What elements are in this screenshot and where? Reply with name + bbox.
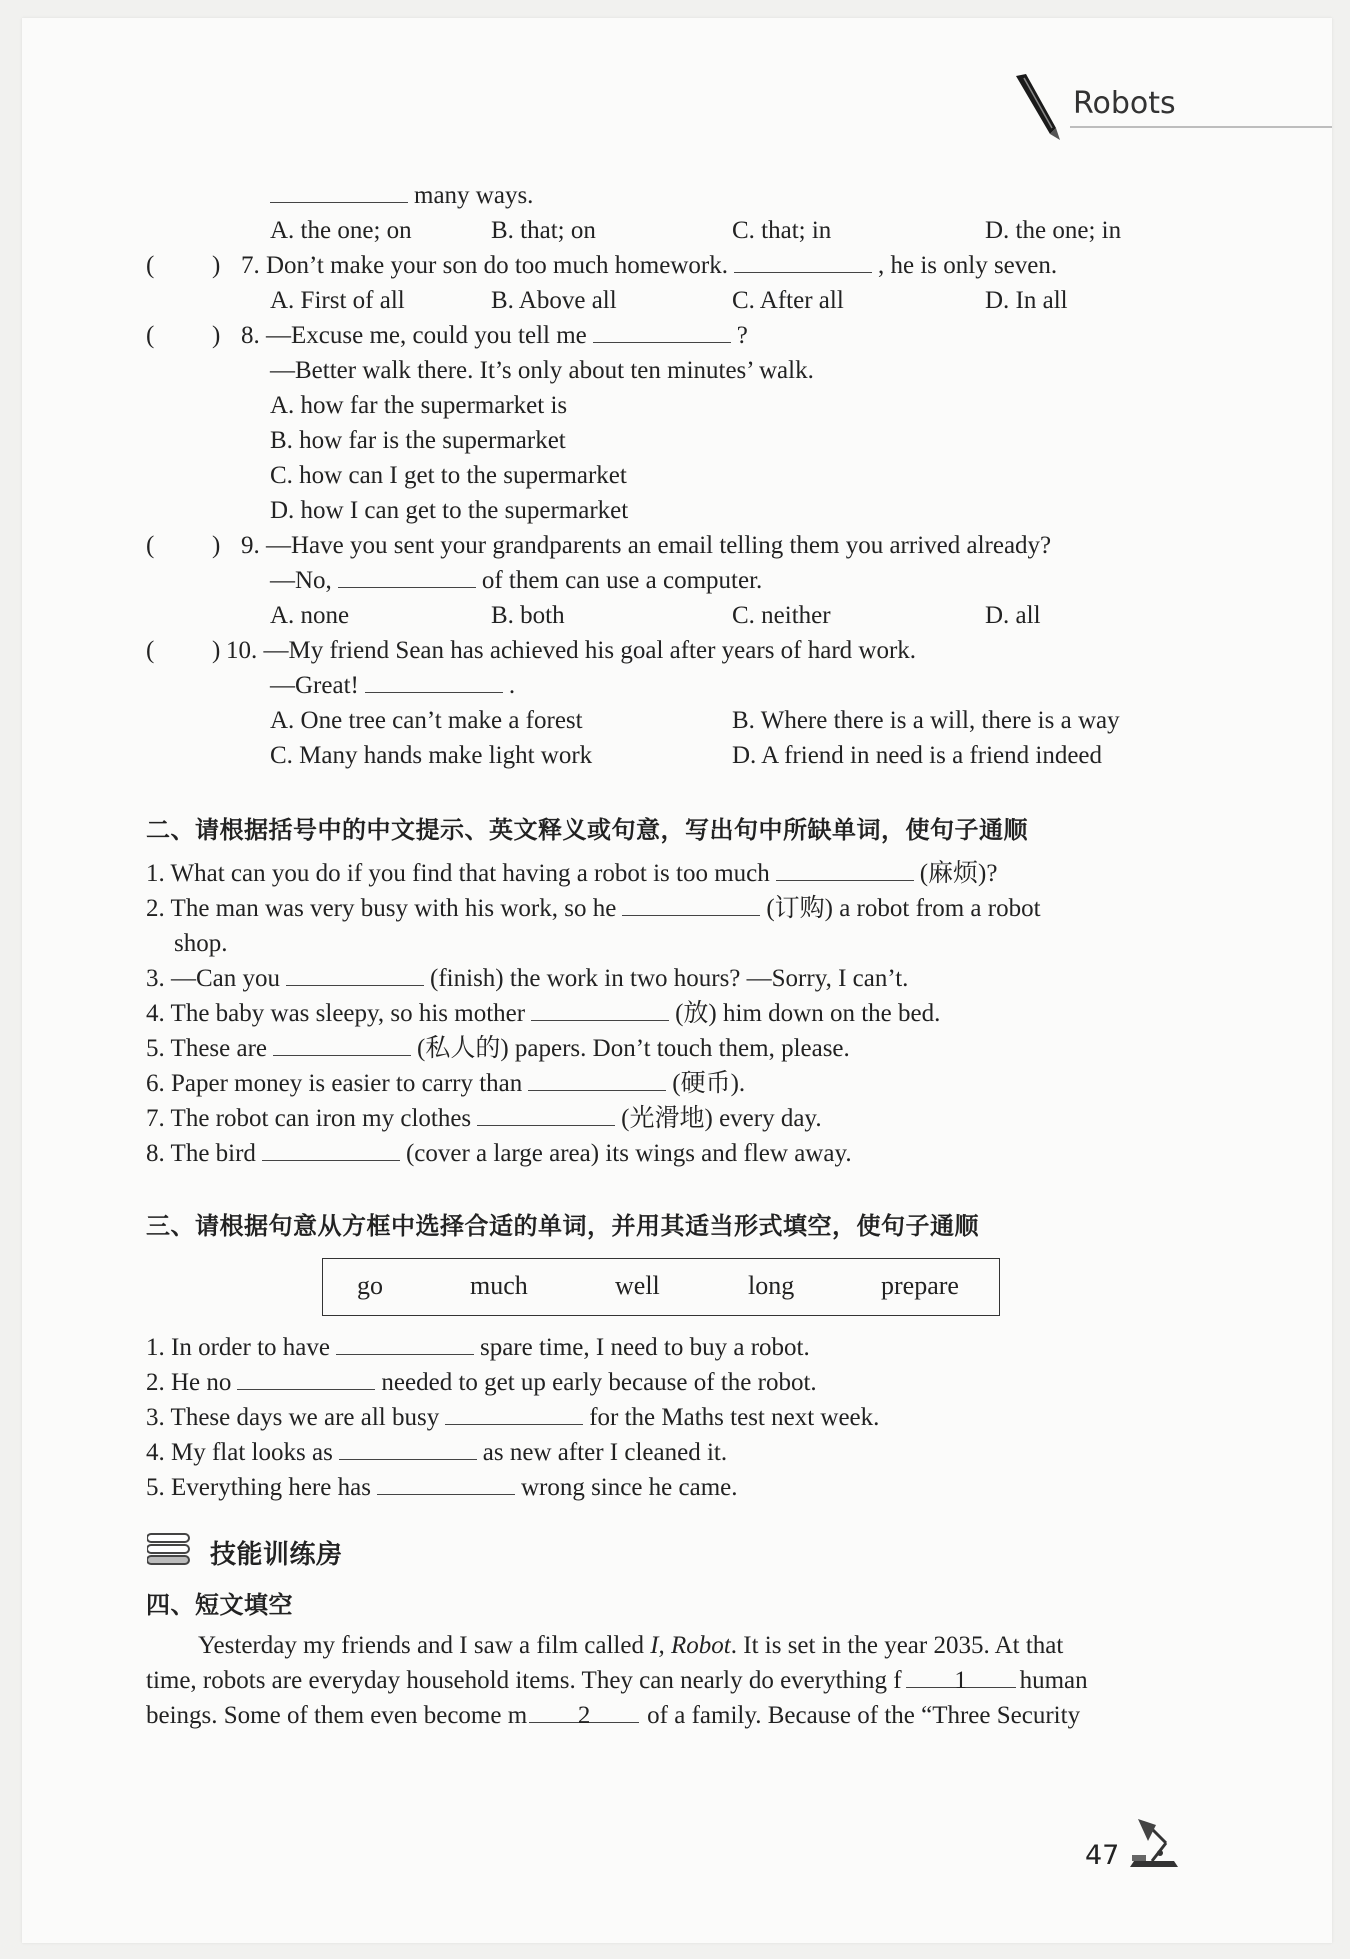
section-4-heading: 四、短文填空 [146,1591,293,1619]
passage-line-2: time, robots are everyday household items. They can nearly do everything f 1 human [146,1663,1088,1698]
answer-blank[interactable] [531,996,669,1021]
s2-item-4: 4. The baby was sleepy, so his mother (放) him down on the bed. [146,996,940,1031]
passage-line-3: beings. Some of them even become m 2 of a family. Because of the “Three Security [146,1698,1080,1733]
answer-blank[interactable] [237,1365,375,1390]
q9-option-c: C. neither [732,602,831,629]
header-rule [1070,126,1332,128]
s3-item-3: 3. These days we are all busy for the Maths test next week. [146,1400,879,1435]
q6-option-c: C. that; in [732,217,832,244]
q10-option-a: A. One tree can’t make a forest [270,707,583,734]
answer-blank[interactable] [273,1031,411,1056]
answer-blank[interactable] [445,1400,583,1425]
word-box-item: well [615,1271,660,1300]
q8-option-a: A. how far the supermarket is [270,392,568,419]
page-number: 47 [1085,1840,1120,1871]
q6-option-d: D. the one; in [985,217,1122,244]
answer-paren-open: ( [146,252,155,279]
answer-blank[interactable] [365,668,503,693]
question-9: 9. —Have you sent your grandparents an email telling them you arrived already? [241,532,1052,559]
word-box-item: much [470,1271,528,1300]
answer-blank[interactable] [776,856,914,881]
section-3-heading: 三、请根据句意从方框中选择合适的单词，并用其适当形式填空，使句子通顺 [146,1212,979,1240]
q7-option-a: A. First of all [270,287,405,314]
s2-item-2-cont: shop. [174,930,228,957]
word-box-item: prepare [881,1271,959,1300]
word-box [322,1258,1000,1316]
s3-item-4: 4. My flat looks as as new after I cleaned it. [146,1435,727,1470]
answer-paren-close: ) [212,532,221,559]
answer-blank[interactable] [593,318,731,343]
answer-paren-close: ) [212,252,221,279]
section-icon [147,1532,191,1566]
q9-option-a: A. none [270,602,350,629]
q6-option-b: B. that; on [491,217,596,244]
answer-paren-close: ) [212,637,221,664]
section-4-title: 技能训练房 [210,1540,343,1570]
q8-reply: —Better walk there. It’s only about ten minutes’ walk. [270,357,814,384]
answer-paren-open: ( [146,637,155,664]
s2-item-6: 6. Paper money is easier to carry than (硬币). [146,1066,745,1101]
q9-reply: —No, of them can use a computer. [270,563,762,598]
answer-paren-close: ) [212,322,221,349]
q7-option-d: D. In all [985,287,1068,314]
answer-blank[interactable] [286,961,424,986]
q7-option-c: C. After all [732,287,844,314]
answer-paren-open: ( [146,322,155,349]
q10-reply: —Great! . [270,668,515,703]
passage-blank-1[interactable]: 1 [906,1663,1016,1688]
q6-option-a: A. the one; on [270,217,412,244]
q10-option-c: C. Many hands make light work [270,742,593,769]
answer-blank[interactable] [270,178,408,203]
word-box-item: long [748,1271,795,1300]
q8-option-b: B. how far is the supermarket [270,427,566,454]
answer-blank[interactable] [336,1330,474,1355]
pen-icon [1010,72,1068,144]
desk-lamp-icon [1122,1815,1184,1873]
section-2-heading: 二、请根据括号中的中文提示、英文释义或句意，写出句中所缺单词，使句子通顺 [146,816,1028,844]
s3-item-1: 1. In order to have spare time, I need to buy a robot. [146,1330,810,1365]
question-10: 10. —My friend Sean has achieved his goal after years of hard work. [226,637,917,664]
q8-option-d: D. how I can get to the supermarket [270,497,629,524]
answer-blank[interactable] [477,1101,615,1126]
s2-item-5: 5. These are (私人的) papers. Don’t touch them, please. [146,1031,850,1066]
answer-blank[interactable] [262,1136,400,1161]
s2-item-8: 8. The bird (cover a large area) its wings and flew away. [146,1136,852,1171]
question-8: 8. —Excuse me, could you tell me ? [241,318,748,353]
answer-blank[interactable] [734,248,872,273]
s2-item-7: 7. The robot can iron my clothes (光滑地) every day. [146,1101,822,1136]
q7-option-b: B. Above all [491,287,617,314]
q10-option-b: B. Where there is a will, there is a way [732,707,1120,734]
answer-blank[interactable] [339,1435,477,1460]
passage-line-1: Yesterday my friends and I saw a film called I, Robot. It is set in the year 2035. At that [198,1632,1064,1659]
word-box-item: go [357,1271,383,1300]
q9-option-d: D. all [985,602,1041,629]
question-7: 7. Don’t make your son do too much homework. , he is only seven. [241,248,1057,283]
s3-item-5: 5. Everything here has wrong since he came. [146,1470,738,1505]
answer-paren-open: ( [146,532,155,559]
answer-blank[interactable] [528,1066,666,1091]
s2-item-3: 3. —Can you (finish) the work in two hours? —Sorry, I can’t. [146,961,908,996]
q6-continuation: many ways. [270,178,533,213]
answer-blank[interactable] [338,563,476,588]
passage-blank-2[interactable]: 2 [529,1698,639,1723]
answer-blank[interactable] [622,891,760,916]
header-title: Robots [1073,86,1176,121]
answer-blank[interactable] [377,1470,515,1495]
s2-item-2: 2. The man was very busy with his work, so he (订购) a robot from a robot [146,891,1041,926]
q10-option-d: D. A friend in need is a friend indeed [732,742,1103,769]
s3-item-2: 2. He no needed to get up early because of the robot. [146,1365,817,1400]
q8-option-c: C. how can I get to the supermarket [270,462,627,489]
s2-item-1: 1. What can you do if you find that having a robot is too much (麻烦)? [146,856,997,891]
q9-option-b: B. both [491,602,565,629]
